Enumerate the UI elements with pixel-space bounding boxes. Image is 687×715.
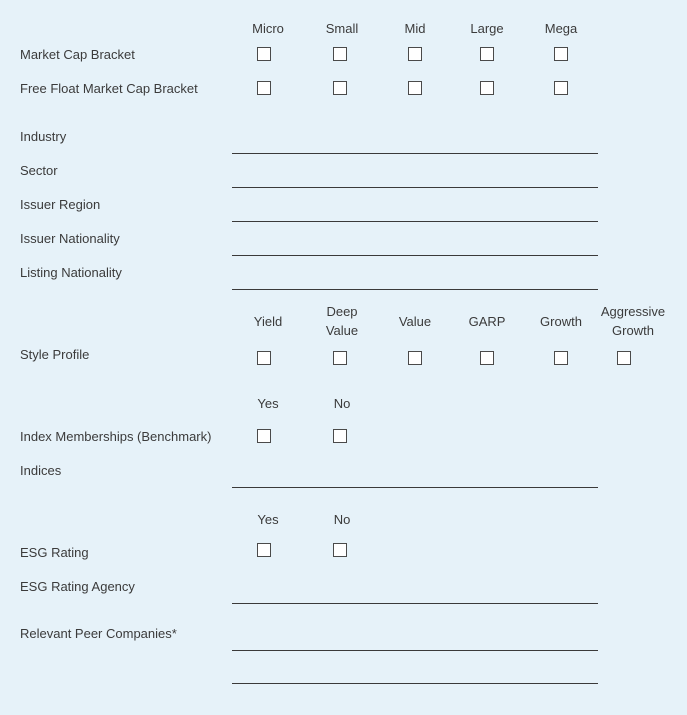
index-no-checkbox[interactable] — [333, 429, 347, 443]
sector-input[interactable] — [232, 187, 598, 188]
issuer-region-label: Issuer Region — [20, 197, 101, 212]
style-garp-checkbox[interactable] — [480, 351, 494, 365]
listing-nationality-label: Listing Nationality — [20, 265, 122, 280]
col-yield: Yield — [253, 314, 283, 329]
esg-yes-checkbox[interactable] — [257, 543, 271, 557]
market-cap-micro-checkbox[interactable] — [257, 47, 271, 61]
esg-rating-agency-input[interactable] — [232, 603, 598, 604]
free-float-mega-checkbox[interactable] — [554, 81, 568, 95]
free-float-small-checkbox[interactable] — [333, 81, 347, 95]
style-yield-checkbox[interactable] — [257, 351, 271, 365]
esg-no-checkbox[interactable] — [333, 543, 347, 557]
esg-no-header: No — [333, 512, 351, 527]
col-large: Large — [470, 21, 504, 36]
col-micro: Micro — [252, 21, 284, 36]
listing-nationality-input[interactable] — [232, 289, 598, 290]
index-no-header: No — [333, 396, 351, 411]
esg-rating-label: ESG Rating — [20, 545, 89, 560]
style-profile-label: Style Profile — [20, 347, 90, 362]
col-value: Value — [398, 314, 432, 329]
free-float-micro-checkbox[interactable] — [257, 81, 271, 95]
indices-input[interactable] — [232, 487, 598, 488]
esg-yes-header: Yes — [257, 512, 279, 527]
index-yes-checkbox[interactable] — [257, 429, 271, 443]
col-aggressive-growth: Aggressive Growth — [600, 304, 666, 338]
col-deep-value: Deep Value — [325, 304, 359, 338]
esg-rating-agency-label: ESG Rating Agency — [20, 579, 135, 594]
peer-companies-label: Relevant Peer Companies* — [20, 626, 177, 641]
market-cap-mid-checkbox[interactable] — [408, 47, 422, 61]
col-growth: Growth — [540, 314, 582, 329]
indices-label: Indices — [20, 463, 62, 478]
industry-input[interactable] — [232, 153, 598, 154]
style-deep-value-checkbox[interactable] — [333, 351, 347, 365]
sector-label: Sector — [20, 163, 58, 178]
market-cap-mega-checkbox[interactable] — [554, 47, 568, 61]
issuer-nationality-input[interactable] — [232, 255, 598, 256]
style-growth-checkbox[interactable] — [554, 351, 568, 365]
peer-companies-input-1[interactable] — [232, 650, 598, 651]
col-garp: GARP — [468, 314, 506, 329]
style-value-checkbox[interactable] — [408, 351, 422, 365]
market-cap-small-checkbox[interactable] — [333, 47, 347, 61]
style-aggressive-growth-checkbox[interactable] — [617, 351, 631, 365]
free-float-large-checkbox[interactable] — [480, 81, 494, 95]
col-mega: Mega — [544, 21, 578, 36]
industry-label: Industry — [20, 129, 67, 144]
market-cap-large-checkbox[interactable] — [480, 47, 494, 61]
issuer-region-input[interactable] — [232, 221, 598, 222]
free-float-mid-checkbox[interactable] — [408, 81, 422, 95]
index-memberships-label: Index Memberships (Benchmark) — [20, 429, 212, 444]
peer-companies-input-2[interactable] — [232, 683, 598, 684]
col-small: Small — [325, 21, 359, 36]
col-mid: Mid — [404, 21, 426, 36]
market-cap-bracket-label: Market Cap Bracket — [20, 47, 135, 62]
free-float-bracket-label: Free Float Market Cap Bracket — [20, 81, 198, 96]
issuer-nationality-label: Issuer Nationality — [20, 231, 120, 246]
index-yes-header: Yes — [257, 396, 279, 411]
